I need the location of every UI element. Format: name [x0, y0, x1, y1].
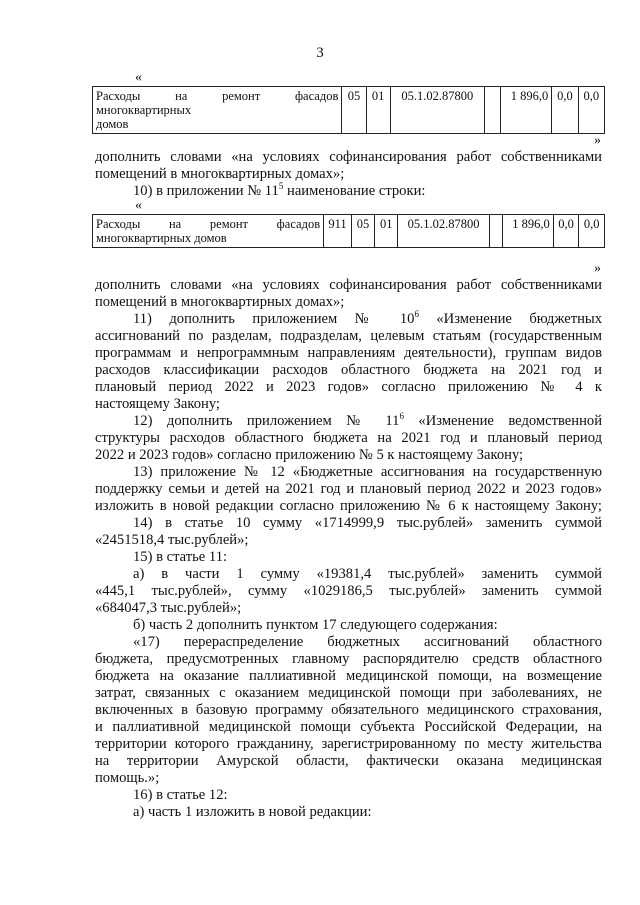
- amount-2022-cell: 0,0: [552, 87, 578, 134]
- text-line: бюджета на оказание паллиативной медицинской помощи, на возмещение: [95, 668, 602, 684]
- text-line: «17) перераспределение бюджетных ассигнований областного: [133, 634, 602, 650]
- subsection-cell: 01: [366, 87, 390, 134]
- text-line: «445,1 тыс.рублей», сумму «1029186,5 тыс.рублей» заменить суммой: [95, 583, 602, 599]
- text-line: а) часть 1 изложить в новой редакции:: [133, 804, 372, 820]
- text-line: на территории Амурской области, фактически оказана медицинская: [95, 753, 602, 769]
- text-line: «684047,3 тыс.рублей»;: [95, 600, 242, 616]
- text-line: затрат, связанных с оказанием медицинской помощи при заболеваниях, не: [95, 685, 602, 701]
- text-line: помещений в многоквартирных домах»;: [95, 294, 345, 310]
- text-line: программам и непрограммным направлениям деятельности), группам видов: [95, 345, 602, 361]
- text-line: помощь.»;: [95, 770, 160, 786]
- text-line: бюджета, предусмотренных главному распорядителю средств областного: [95, 651, 602, 667]
- text-line: 14) в статье 10 сумму «1714999,9 тыс.рублей» заменить суммой: [133, 515, 602, 531]
- text-line: дополнить словами «на условиях софинансирования работ собственниками: [95, 149, 602, 165]
- text-line: включенных в базовую программу обязательного медицинского страхования,: [95, 702, 602, 718]
- amount-2021-cell: 1 896,0: [500, 87, 552, 134]
- section-cell: 05: [351, 215, 374, 248]
- text-line: расходов классификации расходов областного бюджета на 2021 год и: [95, 362, 602, 378]
- text-line: а) в части 1 сумму «19381,4 тыс.рублей» заменить суммой: [133, 566, 602, 582]
- text-line: 12) дополнить приложением № $11^6$ «Изменение ведомственной: [133, 411, 603, 429]
- target-article-cell: 05.1.02.87800: [390, 87, 484, 134]
- text-line: плановый период 2022 и 2023 годов» согласно приложению № 4 к: [95, 379, 602, 395]
- text-line: «2451518,4 тыс.рублей»;: [95, 532, 249, 548]
- amount-2023-cell: 0,0: [579, 215, 605, 248]
- budget-table-2: [92, 214, 605, 248]
- text-line: помещений в многоквартирных домах»;: [95, 166, 345, 182]
- text-line: б) часть 2 дополнить пунктом 17 следующего содержания:: [133, 617, 498, 633]
- amount-2022-cell: 0,0: [553, 215, 579, 248]
- quote-open-1: «: [135, 70, 142, 85]
- text-line: 10) в приложении № $11^5$ наименование строки:: [133, 181, 426, 199]
- subsection-cell: 01: [375, 215, 398, 248]
- text-line: 16) в статье 12:: [133, 787, 228, 803]
- row-name-cell: Расходы на ремонт фасадов многоквартирных домов: [93, 215, 324, 248]
- budget-table-1: [92, 86, 605, 134]
- expense-type-cell: [485, 87, 501, 134]
- quote-open-2: «: [135, 198, 142, 213]
- text-line: изложить в новой редакции согласно приложению № 6 к настоящему Закону;: [95, 498, 602, 514]
- text-line: и паллиативной медицинской помощи субъекта Российской Федерации, на: [95, 719, 602, 735]
- quote-close-1: »: [594, 133, 601, 148]
- row-name-cell: Расходы на ремонт фасадов многоквартирных домов: [93, 87, 342, 134]
- amount-2021-cell: 1 896,0: [503, 215, 553, 248]
- expense-type-cell: [489, 215, 503, 248]
- quote-close-2: »: [594, 261, 601, 276]
- section-cell: 05: [342, 87, 366, 134]
- amount-2023-cell: 0,0: [578, 87, 604, 134]
- text-line: 2022 и 2023 годов» согласно приложению № 5 к настоящему Закону;: [95, 447, 524, 463]
- ministry-cell: 911: [324, 215, 352, 248]
- text-line: 15) в статье 11:: [133, 549, 228, 565]
- text-line: поддержку семьи и детей на 2021 год и плановый период 2022 и 2023 годов»: [95, 481, 602, 497]
- text-line: ассигнований по разделам, подразделам, целевым статьям (государственным: [95, 328, 602, 344]
- text-line: территории которого гражданину, зарегистрированному по месту жительства: [95, 736, 602, 752]
- page-number: 3: [316, 45, 324, 61]
- text-line: настоящему Закону;: [95, 396, 220, 412]
- text-line: 13) приложение № 12 «Бюджетные ассигнования на государственную: [133, 464, 602, 480]
- text-line: дополнить словами «на условиях софинансирования работ собственниками: [95, 277, 602, 293]
- text-line: структуры расходов областного бюджета на 2021 год и плановый период: [95, 430, 602, 446]
- table-row: [93, 87, 605, 134]
- text-line: 11) дополнить приложением № $10^6$ «Изменение бюджетных: [133, 309, 602, 327]
- table-row: [93, 215, 605, 248]
- target-article-cell: 05.1.02.87800: [398, 215, 489, 248]
